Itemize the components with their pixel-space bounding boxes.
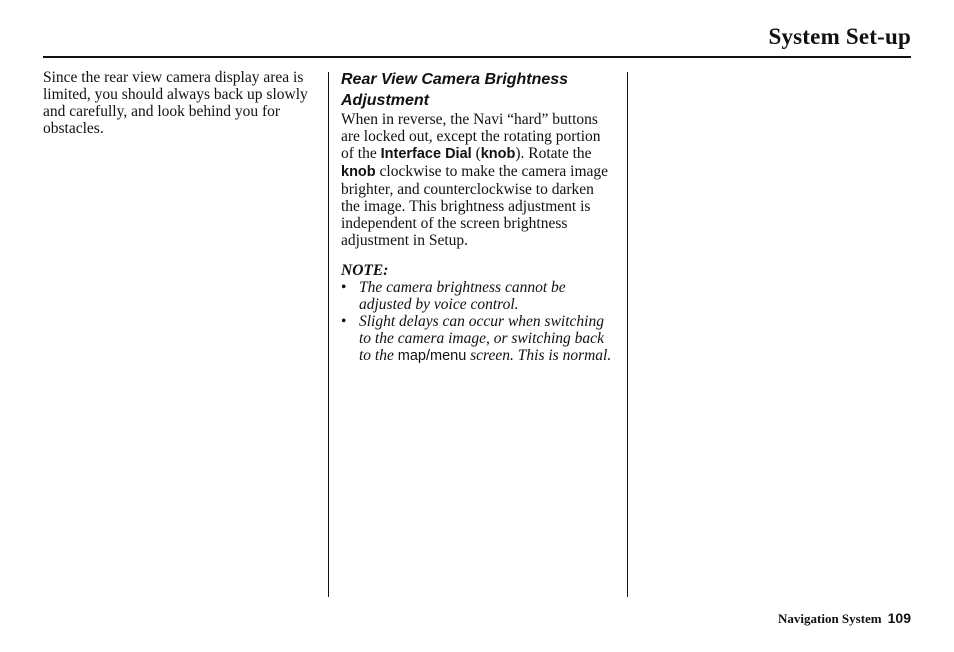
page-footer xyxy=(778,610,911,627)
page-title: System Set-up xyxy=(768,24,911,49)
note-text-2b: screen. This is normal. xyxy=(466,347,612,364)
interface-dial-term: Interface Dial xyxy=(380,146,472,162)
header-rule xyxy=(43,56,911,58)
note-label: NOTE: xyxy=(341,262,389,279)
left-column xyxy=(43,69,318,137)
map-menu-term: map/menu xyxy=(397,348,467,364)
note-item xyxy=(341,279,616,313)
footer-label: Navigation System xyxy=(778,611,882,626)
paragraph-text-4: clockwise to make the camera image brighter, and counterclockwise to darken the image. This brightness adjustment is independent of the screen brightness adjustment in Setup. xyxy=(341,163,609,249)
paragraph-text-1: When in reverse, the Navi “hard” buttons are locked out, except the rotating portion of the xyxy=(341,111,601,162)
camera-caution-text: Since the rear view camera display area is limited, you should always back up slowly and carefully, and look behind you for obstacles. xyxy=(43,69,308,137)
note-text-1: The camera brightness cannot be adjusted by voice control. xyxy=(359,279,566,313)
section-subheading: Rear View Camera Brightness Adjustment xyxy=(341,71,569,109)
column-divider-right xyxy=(627,72,628,597)
note-text-2a: Slight delays can occur when switching to the camera image, or switching back to the xyxy=(359,313,604,364)
bullet-icon: • xyxy=(341,313,347,330)
column-divider-left xyxy=(328,72,329,597)
note-item xyxy=(341,313,616,365)
page-number: 109 xyxy=(887,610,911,626)
paragraph-text-3: ). Rotate the xyxy=(515,145,592,162)
middle-column xyxy=(341,69,616,365)
knob-term-2: knob xyxy=(341,164,376,180)
paragraph-text-2: ( xyxy=(471,145,481,162)
bullet-icon: • xyxy=(341,279,347,296)
note-list xyxy=(341,279,616,365)
brightness-paragraph xyxy=(341,111,616,249)
knob-term: knob xyxy=(480,146,516,162)
